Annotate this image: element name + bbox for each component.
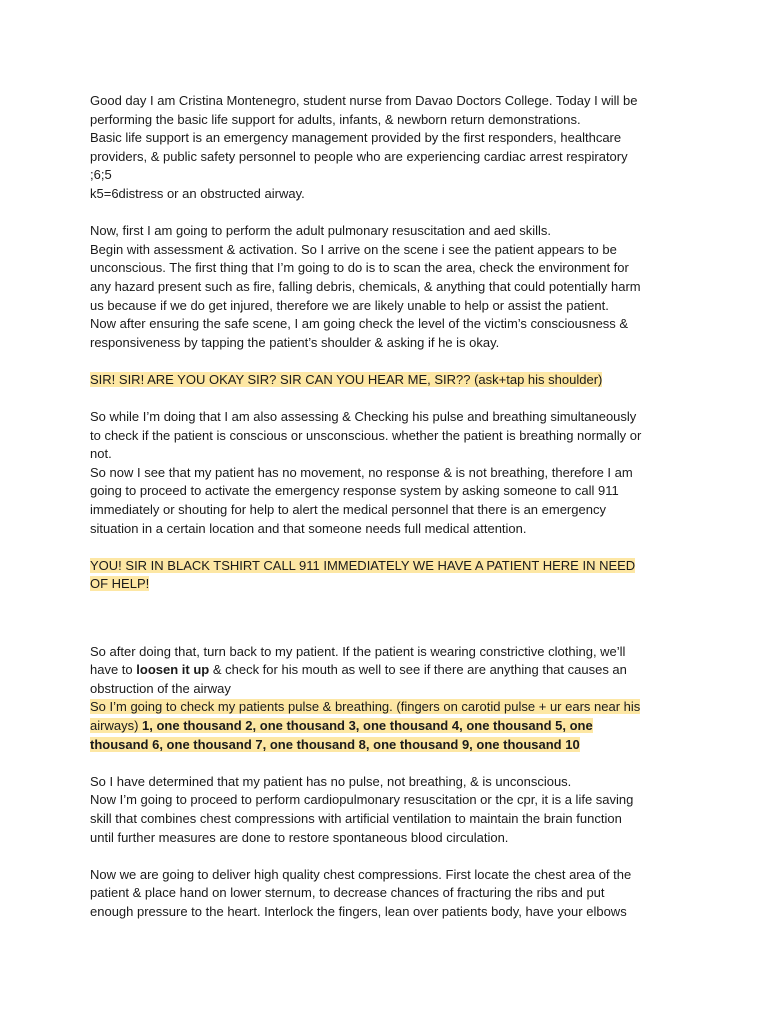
compressions-paragraph [90, 866, 680, 922]
text-line: So after doing that, turn back to my patient. If the patient is wearing constrictive clothing, we’ll [90, 643, 626, 659]
shout-responsiveness [90, 371, 680, 390]
text-line: responsiveness by tapping the patient’s shoulder & asking if he is okay. [90, 334, 500, 350]
bold-count-text: 1, one thousand 2, one thousand 3, one thousand 4, one thousand 5, one [142, 718, 593, 733]
text-line [90, 661, 680, 680]
paragraph-gap [90, 847, 680, 866]
text-line: any hazard present such as fire, falling debris, chemicals, & anything that could potentially harm [90, 278, 641, 294]
text-line: not. [90, 446, 112, 462]
paragraph-gap [90, 352, 680, 371]
text-segment: have to [90, 662, 137, 678]
paragraph-gap [90, 624, 680, 643]
paragraph-gap [90, 594, 680, 624]
assessment-paragraph [90, 222, 680, 352]
text-line: until further measures are done to restore spontaneous blood circulation. [90, 829, 509, 845]
paragraph-gap [90, 390, 680, 409]
text-line: patient & place hand on lower sternum, to decrease chances of fracturing the ribs and put [90, 885, 605, 901]
text-line: Begin with assessment & activation. So I arrive on the scene i see the patient appears to be [90, 241, 617, 257]
text-line: So now I see that my patient has no movement, no response & is not breathing, therefore I am [90, 464, 633, 480]
text-line: Now, first I am going to perform the adult pulmonary resuscitation and aed skills. [90, 223, 551, 239]
highlighted-text: SIR! SIR! ARE YOU OKAY SIR? SIR CAN YOU HEAR ME, SIR?? (ask+tap his shoulder) [90, 371, 603, 387]
cpr-intro-paragraph [90, 773, 680, 847]
document-page [90, 92, 680, 922]
paragraph-gap [90, 538, 680, 557]
highlighted-text: OF HELP! [90, 576, 150, 592]
activation-paragraph [90, 408, 680, 538]
text-line: providers, & public safety personnel to people who are experiencing cardiac arrest respiratory [90, 148, 628, 164]
text-line: Now I’m going to proceed to perform cardiopulmonary resuscitation or the cpr, it is a life saving [90, 792, 634, 808]
text-line: Good day I am Cristina Montenegro, student nurse from Davao Doctors College. Today I will be [90, 93, 638, 108]
text-line: So while I’m doing that I am also assessing & Checking his pulse and breathing simultaneously [90, 409, 637, 425]
text-line: k5=6distress or an obstructed airway. [90, 185, 305, 201]
paragraph-gap [90, 204, 680, 223]
text-line: immediately or shouting for help to alert the medical personnel that there is an emergency [90, 502, 606, 518]
intro-paragraph [90, 92, 680, 204]
text-line: unconscious. The first thing that I’m going to do is to scan the area, check the environment for [90, 260, 629, 276]
text-line: situation in a certain location and that someone needs full medical attention. [90, 520, 527, 536]
text-line: ;6;5 [90, 167, 112, 183]
highlighted-text: So I’m going to check my patients pulse & breathing. (fingers on carotid pulse + ur ears near his [90, 699, 641, 715]
text-line: to check if the patient is conscious or unsconscious. whether the patient is breathing normally or [90, 427, 642, 443]
highlighted-text [90, 737, 580, 752]
text-segment: & check for his mouth as well to see if there are anything that causes an [209, 662, 627, 678]
text-line: Now after ensuring the safe scene, I am going check the level of the victim’s consciousness & [90, 316, 629, 332]
text-line: So I have determined that my patient has no pulse, not breathing, & is unconscious. [90, 773, 572, 789]
text-line: skill that combines chest compressions with artificial ventilation to maintain the brain function [90, 810, 622, 826]
text-line: enough pressure to the heart. Interlock the fingers, lean over patients body, have your elbows [90, 903, 627, 919]
paragraph-gap [90, 754, 680, 773]
text-line: Basic life support is an emergency management provided by the first responders, healthcare [90, 130, 622, 146]
highlighted-text [90, 718, 593, 733]
bold-count-text: thousand 6, one thousand 7, one thousand 8, one thousand 9, one thousand 10 [90, 736, 580, 752]
text-line: obstruction of the airway [90, 680, 231, 696]
highlighted-text: YOU! SIR IN BLACK TSHIRT CALL 911 IMMEDIATELY WE HAVE A PATIENT HERE IN NEED [90, 557, 636, 573]
shout-call-911 [90, 557, 680, 594]
bold-text: loosen it up [136, 662, 210, 678]
text-line: going to proceed to activate the emergency response system by asking someone to call 911 [90, 483, 619, 499]
text-line: performing the basic life support for adults, infants, & newborn return demonstrations. [90, 111, 581, 127]
text-line: us because if we do get injured, therefore we are likely unable to help or assist the patient. [90, 297, 609, 313]
airway-paragraph [90, 643, 680, 755]
text-line: Now we are going to deliver high quality chest compressions. First locate the chest area of the [90, 866, 632, 882]
text-segment: airways) [90, 718, 143, 733]
